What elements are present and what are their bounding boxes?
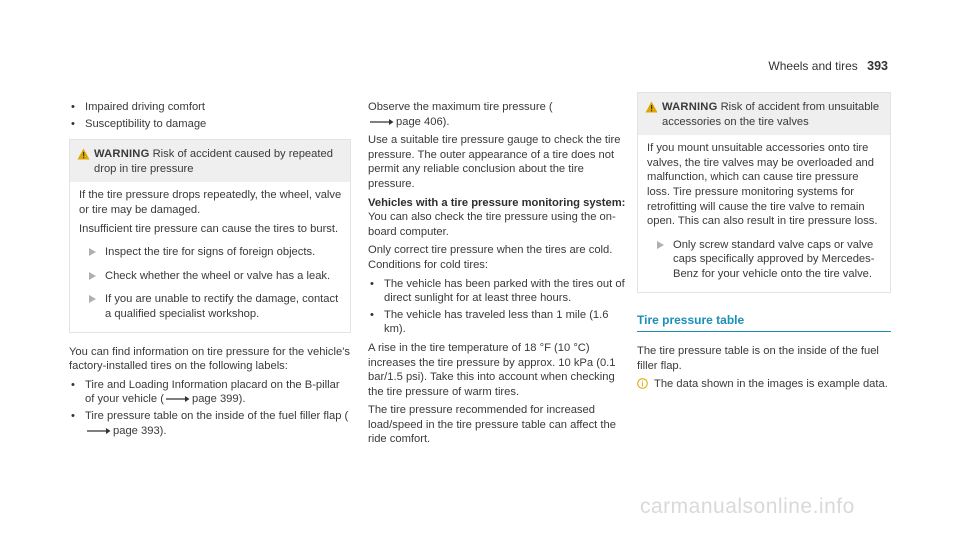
warning-paragraph: Insufficient tire pressure can cause the tires to burst. [79, 222, 339, 235]
load-paragraph: The tire pressure recommended for increased load/speed in the tire pressure table can affect the ride comfort. [368, 404, 616, 446]
warning-box [637, 92, 891, 293]
cold-paragraph: Only correct tire pressure when the tires are cold. Conditions for cold tires: [368, 244, 613, 271]
page-reference-link[interactable]: page 399 [164, 393, 239, 405]
info-note-icon [637, 378, 648, 389]
warning-triangle-icon [77, 148, 90, 160]
instruction-step: If you are unable to rectify the damage, contact a qualified specialist workshop. [79, 292, 342, 321]
observe-paragraph: Observe the maximum tire pressure (page 406). [368, 101, 553, 128]
warning-label: WARNING [662, 101, 718, 113]
section-title: Tire pressure table [637, 313, 891, 333]
column-3 [637, 92, 891, 396]
page-reference-link[interactable]: page 393 [85, 425, 160, 437]
page-number: 393 [867, 59, 888, 73]
section-name: Wheels and tires [768, 59, 858, 73]
warning-paragraph: If the tire pressure drops repeatedly, the wheel, valve or tire may be damaged. [79, 189, 342, 216]
instruction-step: Check whether the wheel or valve has a leak. [79, 269, 342, 284]
warning-title: Risk of accident from unsuitable accessories on the tire valves [662, 101, 880, 128]
arrow-right-icon [370, 118, 394, 126]
warning-box [69, 139, 351, 332]
list-item: • Impaired driving comfort [69, 100, 351, 115]
instruction-step: Only screw standard valve caps or valve caps specifically approved by Mercedes-Benz for your vehicle onto the tire valve. [647, 238, 882, 282]
list-item: • Tire and Loading Information placard on the B-pillar of your vehicle ( page 399). [69, 378, 351, 407]
page-reference-link[interactable]: page 406 [368, 116, 443, 128]
warning-header [70, 140, 350, 182]
consequence-list [69, 100, 351, 131]
arrow-right-icon [166, 395, 190, 403]
label-list [69, 378, 351, 438]
warning-triangle-icon [645, 101, 658, 113]
step-arrow-icon [89, 295, 96, 303]
step-arrow-icon [657, 241, 664, 249]
column-1 [69, 100, 351, 442]
step-arrow-icon [89, 248, 96, 256]
page-header [768, 59, 888, 74]
warning-body [638, 135, 890, 291]
warning-body [70, 182, 350, 331]
list-item: • The vehicle has been parked with the tires out of direct sunlight for at least three hours. [368, 277, 626, 306]
list-item: • Susceptibility to damage [69, 117, 351, 132]
watermark: carmanualsonline.info [640, 495, 855, 518]
column-2 [368, 100, 626, 451]
gauge-paragraph: Use a suitable tire pressure gauge to check the tire pressure. The outer appearance of a tire does not permit any reliable conclusion about the tire pressure. [368, 134, 621, 190]
instruction-step: Inspect the tire for signs of foreign objects. [79, 245, 342, 260]
warning-header [638, 93, 890, 135]
step-arrow-icon [89, 272, 96, 280]
section-paragraph: The tire pressure table is on the inside of the fuel filler flap. [637, 345, 879, 372]
temperature-paragraph: A rise in the tire temperature of 18 °F (10 °C) increases the tire pressure by approx. 10 kPa (0.1 bar/1.5 psi). Take this into account when checking the tire pressure of warm tires. [368, 341, 616, 398]
info-paragraph: You can find information on tire pressure for the vehicle's factory-installed tires on the following labels: [69, 345, 350, 373]
list-item: • Tire pressure table on the inside of the fuel filler flap (page 393). [69, 409, 351, 438]
warning-title: Risk of accident caused by repeated drop in tire pressure [94, 148, 333, 175]
arrow-right-icon [87, 427, 111, 435]
tpms-paragraph: Vehicles with a tire pressure monitoring system: You can also check the tire pressure using the on-board computer. [368, 196, 626, 238]
note: The data shown in the images is example data. [637, 377, 891, 392]
list-item: • The vehicle has traveled less than 1 mile (1.6 km). [368, 308, 626, 337]
cold-conditions-list [368, 277, 626, 337]
warning-paragraph: If you mount unsuitable accessories onto tire valves, the tire valves may be overloaded and malfunction, which can cause tire pressure loss. Tire pressure monitoring systems for retrofitting will cause the tire valve to remain open. This can also result in tire pressure loss. [647, 142, 878, 228]
warning-label: WARNING [94, 148, 150, 161]
